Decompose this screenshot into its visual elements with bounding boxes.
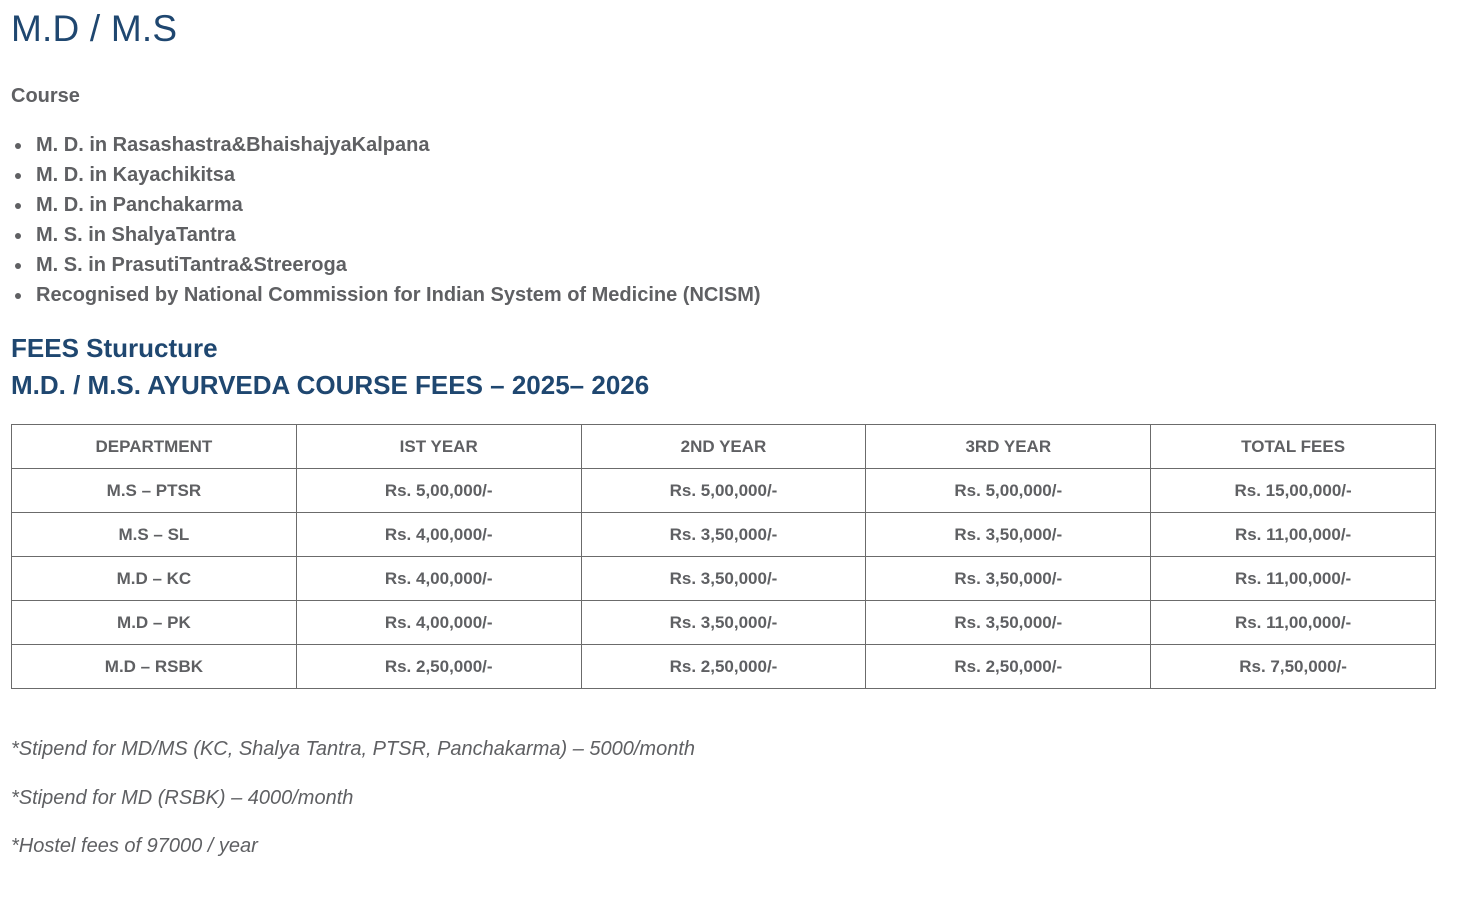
page-title: M.D / M.S: [11, 8, 178, 49]
course-label: Course: [11, 85, 80, 107]
cell-department: M.D – RSBK: [12, 645, 297, 689]
list-item: [11, 190, 761, 220]
cell-year-3: Rs. 3,50,000/-: [866, 601, 1151, 645]
cell-total: Rs. 7,50,000/-: [1151, 645, 1436, 689]
table-row: [12, 645, 1436, 689]
course-item-label: M. D. in Rasashastra&BhaishajyaKalpana: [36, 134, 430, 156]
cell-year-1: Rs. 4,00,000/-: [296, 513, 581, 557]
fees-heading: FEES Sturucture: [11, 333, 218, 363]
fees-subheading: M.D. / M.S. AYURVEDA COURSE FEES – 2025– 2026: [11, 370, 650, 400]
stipend-note-rsbk: *Stipend for MD (RSBK) – 4000/month: [11, 787, 354, 809]
course-list: [11, 130, 761, 310]
course-item-label: M. D. in Kayachikitsa: [36, 164, 235, 186]
table-row: [12, 557, 1436, 601]
bullet-icon: [15, 203, 21, 209]
table-row: [12, 469, 1436, 513]
course-item-label: M. D. in Panchakarma: [36, 194, 243, 216]
cell-year-3: Rs. 2,50,000/-: [866, 645, 1151, 689]
fees-table: [11, 424, 1436, 689]
cell-year-2: Rs. 5,00,000/-: [581, 469, 866, 513]
header-department: DEPARTMENT: [12, 425, 297, 469]
cell-year-1: Rs. 4,00,000/-: [296, 557, 581, 601]
cell-year-2: Rs. 3,50,000/-: [581, 601, 866, 645]
course-item-label: Recognised by National Commission for Indian System of Medicine (NCISM): [36, 284, 761, 306]
bullet-icon: [15, 173, 21, 179]
bullet-icon: [15, 233, 21, 239]
cell-year-3: Rs. 3,50,000/-: [866, 513, 1151, 557]
table-header-row: [12, 425, 1436, 469]
list-item: [11, 250, 761, 280]
cell-total: Rs. 15,00,000/-: [1151, 469, 1436, 513]
course-item-label: M. S. in PrasutiTantra&Streeroga: [36, 254, 347, 276]
course-item-label: M. S. in ShalyaTantra: [36, 224, 236, 246]
bullet-icon: [15, 263, 21, 269]
list-item: [11, 220, 761, 250]
list-item: [11, 160, 761, 190]
cell-year-2: Rs. 3,50,000/-: [581, 557, 866, 601]
cell-department: M.D – PK: [12, 601, 297, 645]
list-item: [11, 130, 761, 160]
cell-year-1: Rs. 2,50,000/-: [296, 645, 581, 689]
cell-department: M.S – PTSR: [12, 469, 297, 513]
cell-year-1: Rs. 4,00,000/-: [296, 601, 581, 645]
cell-year-2: Rs. 3,50,000/-: [581, 513, 866, 557]
table-row: [12, 513, 1436, 557]
cell-year-2: Rs. 2,50,000/-: [581, 645, 866, 689]
table-row: [12, 601, 1436, 645]
bullet-icon: [15, 293, 21, 299]
header-year-3: 3RD YEAR: [866, 425, 1151, 469]
header-total-fees: TOTAL FEES: [1151, 425, 1436, 469]
cell-year-1: Rs. 5,00,000/-: [296, 469, 581, 513]
hostel-fees-note: *Hostel fees of 97000 / year: [11, 835, 258, 857]
cell-year-3: Rs. 3,50,000/-: [866, 557, 1151, 601]
cell-total: Rs. 11,00,000/-: [1151, 557, 1436, 601]
cell-total: Rs. 11,00,000/-: [1151, 513, 1436, 557]
bullet-icon: [15, 143, 21, 149]
list-item: [11, 280, 761, 310]
cell-total: Rs. 11,00,000/-: [1151, 601, 1436, 645]
cell-department: M.S – SL: [12, 513, 297, 557]
cell-department: M.D – KC: [12, 557, 297, 601]
header-year-2: 2ND YEAR: [581, 425, 866, 469]
stipend-note-md-ms: *Stipend for MD/MS (KC, Shalya Tantra, PTSR, Panchakarma) – 5000/month: [11, 738, 696, 760]
cell-year-3: Rs. 5,00,000/-: [866, 469, 1151, 513]
header-year-1: IST YEAR: [296, 425, 581, 469]
